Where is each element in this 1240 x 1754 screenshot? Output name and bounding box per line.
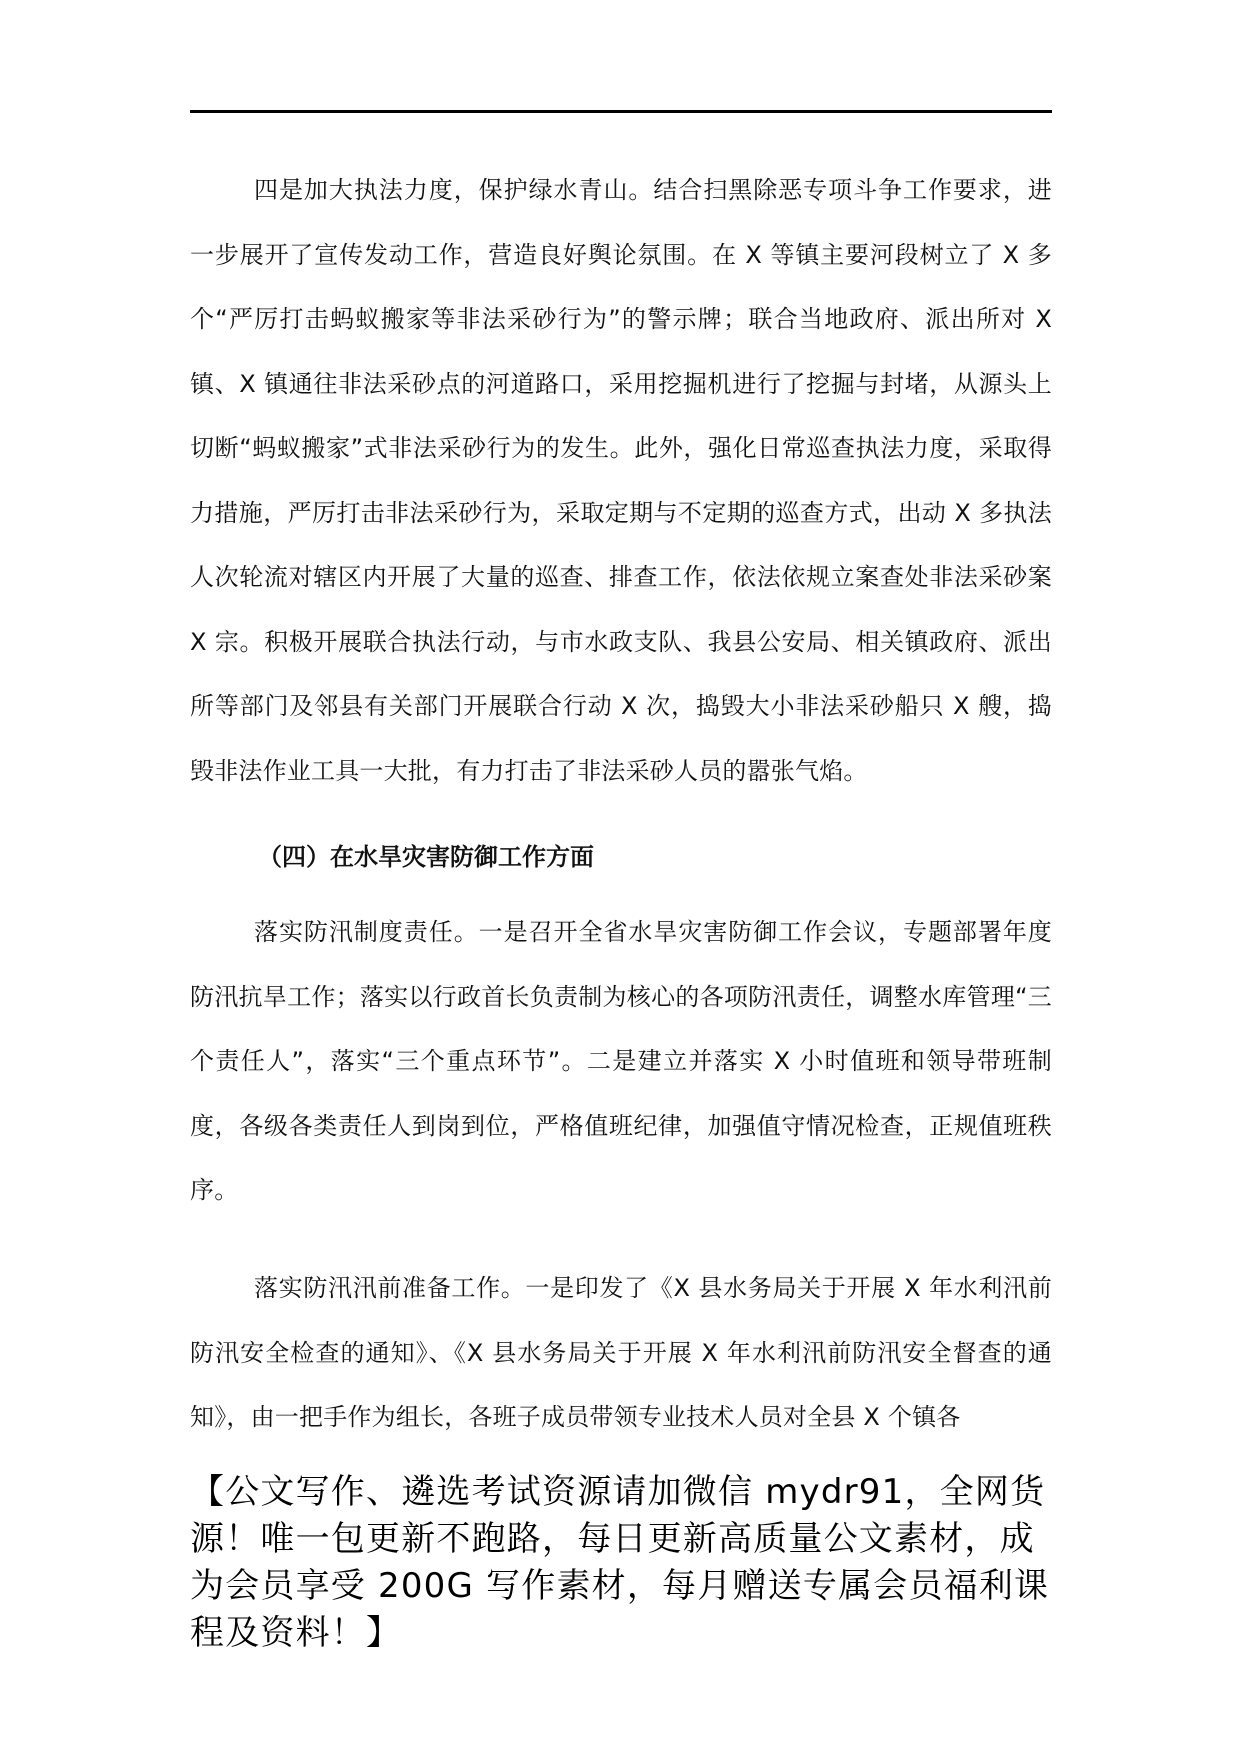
section-heading: （四）在水旱灾害防御工作方面 xyxy=(258,843,594,871)
header-rule xyxy=(190,110,1052,113)
paragraph-flood-responsibility: 落实防汛制度责任。一是召开全省水旱灾害防御工作会议，专题部署年度防汛抗旱工作；落实以行政首长负责制为核心的各项防汛责任，调整水库管理“三个责任人”，落实“三个重点环节”。二是建立并落实 X 小时值班和领导带班制度，各级各类责任人到岗到位，严格值班纪律，加强值守情况检查，正规值班秩序。 xyxy=(190,918,1052,1204)
promo-notice: 【公文写作、遴选考试资源请加微信 mydr91，全网货源！唯一包更新不跑路，每日更新高质量公文素材，成为会员享受 200G 写作素材，每月赠送专属会员福利课程及资料！】 xyxy=(190,1472,1050,1653)
paragraph-flood-preparation: 落实防汛汛前准备工作。一是印发了《X 县水务局关于开展 X 年水利汛前防汛安全检查的通知》、《X 县水务局关于开展 X 年水利汛前防汛安全督查的通知》，由一把手作为组长，各班子成员带领专业技术人员对全县 X 个镇各 xyxy=(190,1274,1052,1431)
paragraph-law-enforcement: 四是加大执法力度，保护绿水青山。结合扫黑除恶专项斗争工作要求，进一步展开了宣传发动工作，营造良好舆论氛围。在 X 等镇主要河段树立了 X 多个“严厉打击蚂蚁搬家等非法采砂行为”的警示牌；联合当地政府、派出所对 X 镇、X 镇通往非法采砂点的河道路口，采用挖掘机进行了挖掘与封堵，从源头上切断“蚂蚁搬家”式非法采砂行为的发生。此外，强化日常巡查执法力度，采取得力措施，严厉打击非法采砂行为，采取定期与不定期的巡查方式，出动 X 多执法人次轮流对辖区内开展了大量的巡查、排查工作，依法依规立案查处非法采砂案 X 宗。积极开展联合执法行动，与市水政支队、我县公安局、相关镇政府、派出所等部门及邻县有关部门开展联合行动 X 次，捣毁大小非法采砂船只 X 艘，捣毁非法作业工具一大批，有力打击了非法采砂人员的嚣张气焰。 xyxy=(190,176,1052,785)
